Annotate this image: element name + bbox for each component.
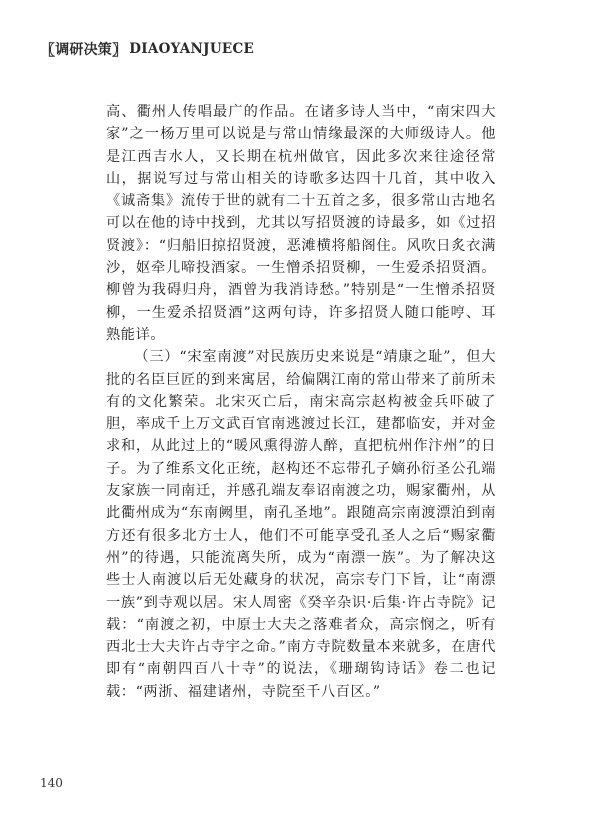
header-bracket-close: 〗 [112,40,128,59]
running-head [40,39,254,59]
header-title-en: DIAOYANJUECE [129,41,255,57]
body-text [106,101,496,703]
paragraph-1: 高、衢州人传唱最广的作品。在诸多诗人当中，“南宋四大家”之一杨万里可以说是与常山情缘最深的大师级诗人。他是江西吉水人，又长期在杭州做官，因此多次来往途径常山，据说写过与常山相关的诗歌多达四十几首，其中收入《诚斋集》流传于世的就有二十五首之多，很多常山古地名可以在他的诗中找到，尤其以写招贤渡的诗最多，如《过招贤渡》：“归船旧掠招贤渡，恶滩横将船阁住。风吹日炙衣满沙，妪牵儿啼投酒家。一生憎杀招贤柳，一生爱杀招贤酒。柳曾为我碍归舟，酒曾为我消诗愁。”特别是“一生憎杀招贤柳，一生爱杀招贤酒”这两句诗，许多招贤人随口能哼、耳熟能详。 [106,104,496,343]
header-bracket-open: 〖 [40,40,56,59]
header-title-cn: 调研决策 [55,42,113,58]
page-number: 140 [40,776,63,790]
paragraph-2: （三）“宋室南渡”对民族历史来说是“靖康之耻”，但大批的名臣巨匠的到来寓居，给偏隅江南的常山带来了前所未有的文化繁荣。北宋灭亡后，南宋高宗赵构被金兵吓破了胆，率成千上万文武百官南逃渡过长江，建都临安，并对金求和，从此过上的“暖风熏得游人醉，直把杭州作汴州”的日子。为了维系文化正统，赵构还不忘带孔子嫡孙衍圣公孔端友家族一同南迁，并感孔端友奉诏南渡之功，赐家衢州，从此衢州成为“东南阙里，南孔圣地”。跟随高宗南渡漂泊到南方还有很多北方士人，他们不可能享受孔圣人之后“赐家衢州”的待遇，只能流离失所，成为“南漂一族”。为了解决这些士人南渡以后无处藏身的状况，高宗专门下旨，让“南漂一族”到寺观以居。宋人周密《癸辛杂识·后集·许占寺院》记载：“南渡之初，中原士大夫之落难者众，高宗悯之，听有西北士大夫许占寺宇之命。”南方寺院数量本来就多，在唐代即有“南朝四百八十寺”的说法，《珊瑚钩诗话》卷二也记载：“两浙、福建诸州，寺院至千八百区。” [106,349,496,700]
